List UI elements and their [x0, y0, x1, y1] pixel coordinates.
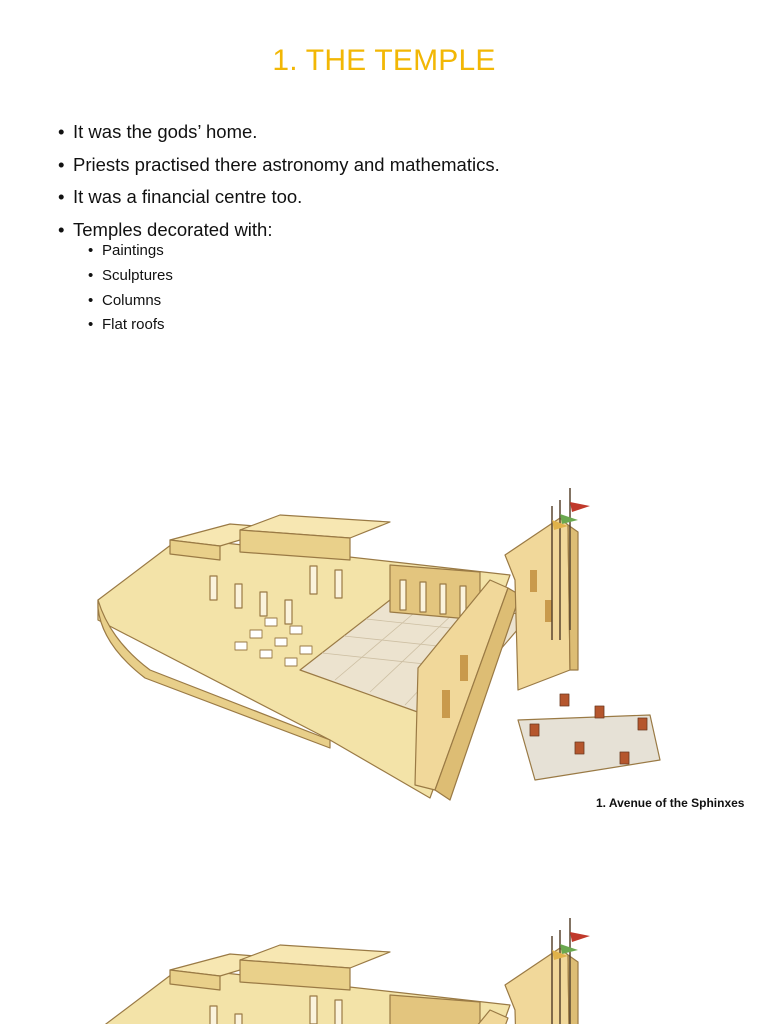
sub-bullet-text: Columns — [102, 291, 162, 309]
bullet-item — [58, 149, 500, 182]
bullet-glyph: • — [88, 266, 94, 284]
bullet-text: Temples decorated with: — [73, 218, 273, 240]
bullet-list — [58, 116, 500, 246]
illustration-caption: 1. Avenue of the Sphinxes — [596, 796, 745, 810]
slide-title: 1. THE TEMPLE — [272, 44, 496, 77]
bullet-glyph: • — [58, 218, 65, 240]
sub-bullet-list — [88, 239, 173, 338]
bullet-text: It was a financial centre too. — [73, 186, 303, 207]
bullet-glyph: • — [88, 291, 94, 309]
sub-bullet-text: Flat roofs — [102, 316, 165, 334]
bullet-glyph: • — [58, 186, 65, 207]
temple-illustration-repeat — [90, 910, 670, 1024]
bullet-text: It was the gods’ home. — [73, 121, 258, 142]
bullet-item — [58, 116, 500, 149]
sub-bullet-text: Paintings — [102, 242, 164, 259]
bullet-glyph: • — [58, 121, 65, 142]
temple-illustration — [90, 480, 670, 810]
bullet-glyph: • — [58, 153, 65, 175]
bullet-text: Priests practised there astronomy and mathematics. — [73, 153, 500, 175]
sub-bullet-item — [88, 289, 173, 314]
sub-bullet-item — [88, 313, 173, 338]
bullet-glyph: • — [88, 316, 94, 334]
sub-bullet-item — [88, 239, 173, 264]
sub-bullet-text: Sculptures — [102, 266, 173, 284]
sub-bullet-item — [88, 264, 173, 289]
bullet-item — [58, 181, 500, 214]
bullet-glyph: • — [88, 242, 94, 259]
